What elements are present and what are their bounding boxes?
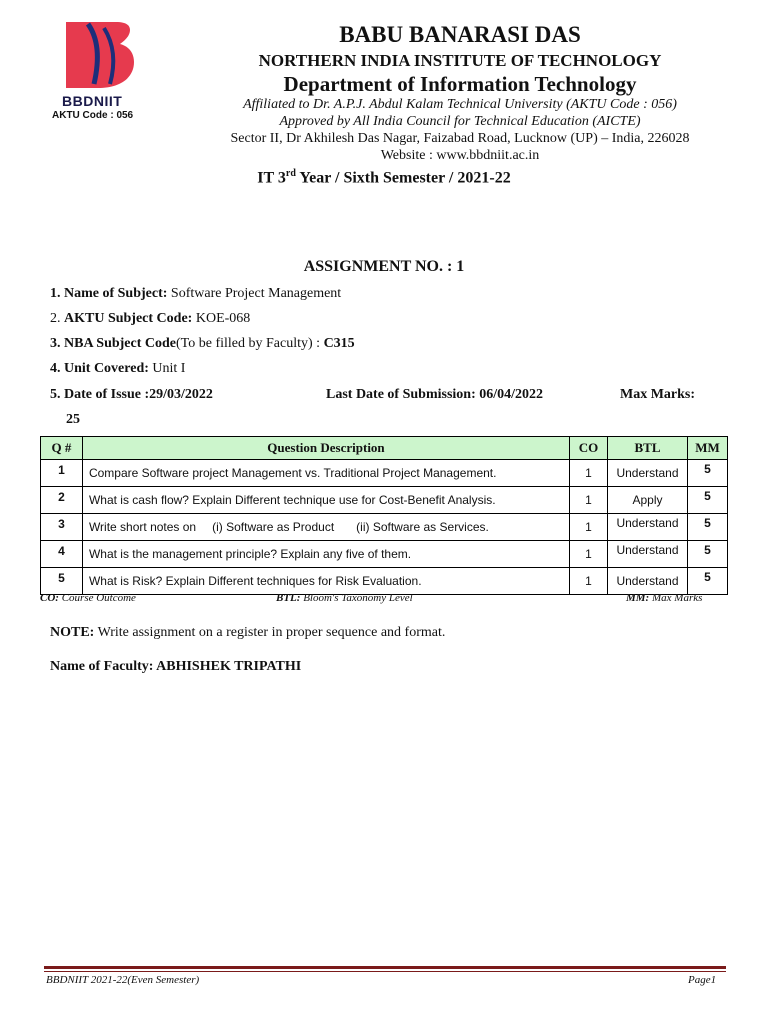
max-marks-value: 25 [66,412,80,427]
max-marks-label: Max Marks: [620,387,696,402]
table-header-row [41,437,728,460]
table-row [41,460,728,487]
question-btl: Understand [608,568,688,595]
question-co: 1 [570,487,608,514]
question-btl: Understand [608,541,688,568]
question-co: 1 [570,514,608,541]
header-co: CO [570,437,608,460]
subject-name-field: 1. Name of Subject: Software Project Management [50,286,342,301]
institute-subname: NORTHERN INDIA INSTITUTE OF TECHNOLOGY [258,51,662,70]
header-q-number: Q # [41,437,83,460]
aktu-subject-code-field: 2. AKTU Subject Code: KOE-068 [50,311,251,326]
year-semester: IT 3rd Year / Sixth Semester / 2021-22 [257,168,511,187]
page-number: Page1 [688,974,717,986]
legend-mm: MM: Max Marks [626,592,703,604]
header-btl: BTL [608,437,688,460]
institute-name: BABU BANARASI DAS [339,22,581,47]
approval-line: Approved by All India Council for Technical Education (AICTE) [279,114,641,129]
nba-subject-code-field: 3. NBA Subject Code(To be filled by Faculty) : C315 [50,336,355,351]
question-description: What is the management principle? Explain any five of them. [82,541,569,568]
legend-co: CO: Course Outcome [40,592,136,604]
footer-rule-thin [44,971,726,972]
question-marks: 5 [687,568,727,595]
question-description: Write short notes on (i) Software as Product (ii) Software as Services. [82,514,569,541]
question-table [40,436,728,595]
aktu-code-label: AKTU Code : 056 [52,110,134,121]
question-btl: Apply [608,487,688,514]
question-marks: 5 [687,541,727,568]
question-marks: 5 [687,487,727,514]
table-row [41,514,728,541]
footer-semester: BBDNIIT 2021-22(Even Semester) [46,974,200,986]
question-description: What is Risk? Explain Different techniques for Risk Evaluation. [82,568,569,595]
question-number: 5 [41,568,83,595]
question-co: 1 [570,460,608,487]
question-co: 1 [570,568,608,595]
faculty-name: Name of Faculty: ABHISHEK TRIPATHI [50,659,302,674]
question-number: 4 [41,541,83,568]
unit-covered-field: 4. Unit Covered: Unit I [50,361,186,376]
question-description: Compare Software project Management vs. Traditional Project Management. [82,460,569,487]
question-btl: Understand [608,514,688,541]
question-description: What is cash flow? Explain Different technique use for Cost-Benefit Analysis. [82,487,569,514]
question-co: 1 [570,541,608,568]
question-number: 2 [41,487,83,514]
header-mm: MM [687,437,727,460]
note: NOTE: Write assignment on a register in proper sequence and format. [50,625,446,640]
question-number: 1 [41,460,83,487]
table-row [41,487,728,514]
table-row [41,541,728,568]
website-line: Website : www.bbdniit.ac.in [380,148,540,163]
affiliation-line: Affiliated to Dr. A.P.J. Abdul Kalam Technical University (AKTU Code : 056) [243,97,677,112]
question-btl: Understand [608,460,688,487]
question-number: 3 [41,514,83,541]
table-row [41,568,728,595]
question-marks: 5 [687,514,727,541]
department-name: Department of Information Technology [283,72,637,96]
legend-btl: BTL: Bloom's Taxonomy Level [276,592,413,604]
question-marks: 5 [687,460,727,487]
footer-rule [44,966,726,969]
logo-wordmark: BBDNIIT [62,93,123,109]
header-question-description: Question Description [82,437,569,460]
last-date-of-submission: Last Date of Submission: 06/04/2022 [326,387,544,402]
date-of-issue: 5. Date of Issue :29/03/2022 [50,387,213,402]
address-line: Sector II, Dr Akhilesh Das Nagar, Faizabad Road, Lucknow (UP) – India, 226028 [230,131,690,146]
assignment-title: ASSIGNMENT NO. : 1 [303,258,465,275]
